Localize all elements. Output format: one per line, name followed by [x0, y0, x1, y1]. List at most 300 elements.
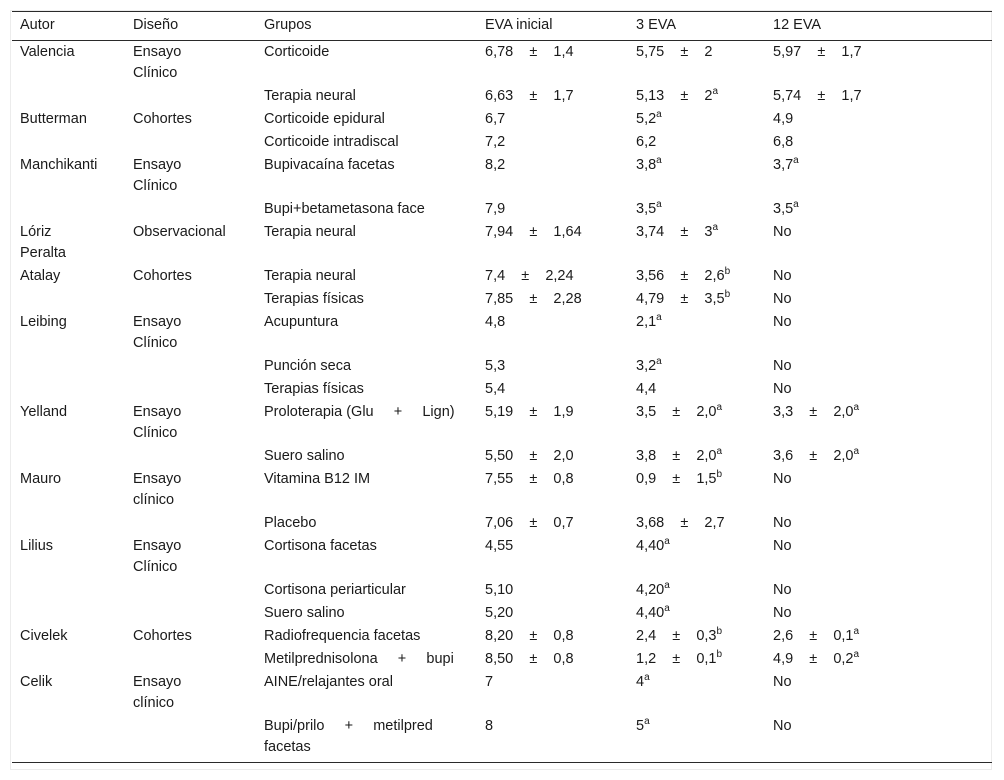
cell-grupos	[256, 288, 477, 311]
cell-12-eva-value: 2,6 ± 0,1	[773, 628, 854, 644]
eva-results-table	[12, 11, 992, 763]
cell-3-eva-footnote-mark: a	[664, 536, 670, 548]
cell-autor	[12, 625, 125, 648]
cell-12-eva-value: 5,74 ± 1,7	[773, 88, 862, 104]
cell-12-eva-value: No	[773, 358, 792, 374]
cell-diseno	[125, 468, 256, 512]
cell-eva-inicial	[477, 131, 628, 154]
table-row	[12, 671, 992, 715]
cell-12-eva	[765, 468, 992, 512]
table-row	[12, 41, 992, 86]
cell-3-eva-value: 4,20	[636, 582, 665, 598]
cell-3-eva-footnote-mark: a	[716, 402, 723, 414]
cell-3-eva	[628, 445, 765, 468]
cell-diseno-line: Observacional	[133, 224, 226, 240]
table-row	[12, 625, 992, 648]
cell-eva-inicial	[477, 265, 628, 288]
cell-3-eva	[628, 671, 765, 715]
header-3-eva: 3 EVA	[628, 12, 765, 41]
cell-3-eva	[628, 535, 765, 579]
cell-12-eva	[765, 85, 992, 108]
cell-grupos-line: Terapias físicas	[264, 381, 364, 397]
cell-12-eva-footnote-mark: a	[853, 446, 860, 458]
cell-12-eva	[765, 715, 992, 763]
cell-3-eva-footnote-mark: a	[656, 199, 662, 211]
cell-3-eva-value: 2,1	[636, 314, 657, 330]
cell-eva-inicial-value: 7,55 ± 0,8	[485, 471, 574, 487]
cell-3-eva-footnote-mark: a	[656, 109, 662, 121]
cell-12-eva-value: No	[773, 224, 792, 240]
cell-3-eva-value: 4	[636, 674, 645, 690]
cell-grupos	[256, 512, 477, 535]
cell-3-eva	[628, 108, 765, 131]
cell-diseno	[125, 648, 256, 671]
cell-12-eva	[765, 535, 992, 579]
cell-eva-inicial	[477, 535, 628, 579]
cell-12-eva	[765, 41, 992, 86]
cell-diseno	[125, 288, 256, 311]
cell-eva-inicial-value: 8	[485, 718, 494, 734]
cell-grupos	[256, 265, 477, 288]
cell-autor	[12, 579, 125, 602]
cell-12-eva-footnote-mark: a	[793, 199, 799, 211]
cell-12-eva-value: No	[773, 674, 792, 690]
cell-eva-inicial	[477, 648, 628, 671]
cell-diseno-line: Clínico	[133, 335, 178, 351]
cell-3-eva	[628, 602, 765, 625]
cell-grupos-line: Corticoide intradiscal	[264, 134, 399, 150]
cell-autor	[12, 671, 125, 715]
cell-3-eva-footnote-mark: a	[712, 222, 719, 234]
cell-eva-inicial-value: 5,4	[485, 381, 506, 397]
cell-eva-inicial-value: 5,3	[485, 358, 506, 374]
cell-3-eva-value: 0,9 ± 1,5	[636, 471, 717, 487]
cell-3-eva	[628, 41, 765, 86]
cell-eva-inicial-value: 4,8	[485, 314, 506, 330]
cell-diseno	[125, 41, 256, 86]
cell-12-eva	[765, 671, 992, 715]
cell-3-eva-value: 4,4	[636, 381, 657, 397]
cell-autor	[12, 288, 125, 311]
cell-autor	[12, 154, 125, 198]
cell-3-eva-value: 1,2 ± 0,1	[636, 651, 717, 667]
cell-grupos	[256, 671, 477, 715]
cell-grupos-line: Terapia neural	[264, 268, 356, 284]
cell-eva-inicial-value: 7	[485, 674, 494, 690]
cell-grupos-line: Vitamina B12 IM	[264, 471, 371, 487]
cell-grupos-line: Suero salino	[264, 448, 345, 464]
cell-3-eva-value: 3,2	[636, 358, 657, 374]
cell-eva-inicial	[477, 602, 628, 625]
table-row	[12, 648, 992, 671]
cell-3-eva-value: 3,56 ± 2,6	[636, 268, 725, 284]
cell-12-eva-value: No	[773, 538, 792, 554]
table-row	[12, 602, 992, 625]
cell-diseno-line: Clínico	[133, 65, 178, 81]
cell-diseno	[125, 221, 256, 265]
cell-3-eva-footnote-mark: a	[664, 603, 670, 615]
cell-eva-inicial	[477, 311, 628, 355]
cell-12-eva-value: 6,8	[773, 134, 794, 150]
cell-3-eva-value: 3,8	[636, 157, 657, 173]
cell-3-eva-value: 5,2	[636, 111, 657, 127]
cell-12-eva-footnote-mark: a	[793, 155, 799, 167]
cell-grupos	[256, 715, 477, 763]
cell-diseno	[125, 355, 256, 378]
cell-autor	[12, 445, 125, 468]
cell-diseno	[125, 108, 256, 131]
cell-grupos	[256, 41, 477, 86]
cell-3-eva	[628, 579, 765, 602]
cell-12-eva-value: 3,3 ± 2,0	[773, 404, 854, 420]
cell-eva-inicial	[477, 378, 628, 401]
cell-autor	[12, 468, 125, 512]
cell-3-eva	[628, 401, 765, 445]
cell-eva-inicial-value: 5,19 ± 1,9	[485, 404, 574, 420]
cell-12-eva-footnote-mark: a	[853, 402, 860, 414]
cell-grupos	[256, 378, 477, 401]
cell-autor	[12, 41, 125, 86]
cell-diseno-line: Clínico	[133, 425, 178, 441]
table-row	[12, 579, 992, 602]
cell-eva-inicial	[477, 198, 628, 221]
cell-diseno	[125, 131, 256, 154]
cell-12-eva	[765, 311, 992, 355]
table-row	[12, 221, 992, 265]
table-body	[12, 41, 992, 763]
table-row	[12, 311, 992, 355]
cell-eva-inicial-value: 6,63 ± 1,7	[485, 88, 574, 104]
table-row	[12, 131, 992, 154]
cell-diseno	[125, 579, 256, 602]
cell-autor	[12, 108, 125, 131]
table-row	[12, 265, 992, 288]
cell-diseno-line: Cohortes	[133, 628, 192, 644]
cell-diseno-line: Ensayo	[133, 44, 182, 60]
cell-12-eva	[765, 445, 992, 468]
cell-3-eva	[628, 221, 765, 265]
cell-3-eva	[628, 715, 765, 763]
cell-grupos-line: Terapia neural	[264, 224, 356, 240]
cell-12-eva-footnote-mark: a	[853, 649, 860, 661]
cell-autor	[12, 221, 125, 265]
cell-3-eva-value: 5,13 ± 2	[636, 88, 713, 104]
cell-diseno-line: Cohortes	[133, 111, 192, 127]
cell-3-eva	[628, 648, 765, 671]
cell-autor	[12, 265, 125, 288]
cell-3-eva	[628, 131, 765, 154]
cell-diseno-line: Cohortes	[133, 268, 192, 284]
cell-grupos	[256, 468, 477, 512]
cell-diseno-line: Ensayo	[133, 314, 182, 330]
cell-3-eva-footnote-mark: a	[656, 356, 662, 368]
cell-autor	[12, 648, 125, 671]
cell-grupos-line: AINE/relajantes oral	[264, 674, 393, 690]
cell-grupos-line: Acupuntura	[264, 314, 339, 330]
header-grupos: Grupos	[256, 12, 477, 41]
cell-eva-inicial-value: 8,50 ± 0,8	[485, 651, 574, 667]
cell-autor	[12, 355, 125, 378]
cell-eva-inicial-value: 7,9	[485, 201, 506, 217]
cell-diseno	[125, 445, 256, 468]
cell-autor-line: Leibing	[20, 314, 67, 330]
cell-grupos-line: facetas	[264, 739, 311, 755]
cell-diseno	[125, 154, 256, 198]
cell-eva-inicial	[477, 154, 628, 198]
cell-12-eva	[765, 221, 992, 265]
cell-12-eva	[765, 355, 992, 378]
cell-eva-inicial-value: 8,2	[485, 157, 506, 173]
cell-eva-inicial-value: 5,20	[485, 605, 514, 621]
cell-3-eva-footnote-mark: a	[656, 312, 662, 324]
cell-3-eva-footnote-mark: a	[644, 716, 650, 728]
cell-autor	[12, 85, 125, 108]
cell-autor	[12, 378, 125, 401]
cell-3-eva-value: 6,2	[636, 134, 657, 150]
cell-3-eva-footnote-mark: b	[724, 266, 731, 278]
cell-autor-line: Peralta	[20, 245, 66, 261]
cell-12-eva-value: 3,7	[773, 157, 794, 173]
cell-3-eva	[628, 154, 765, 198]
cell-diseno	[125, 535, 256, 579]
header-eva-inicial: EVA inicial	[477, 12, 628, 41]
table-row	[12, 108, 992, 131]
cell-3-eva-footnote-mark: a	[656, 155, 662, 167]
cell-grupos	[256, 154, 477, 198]
cell-eva-inicial	[477, 445, 628, 468]
cell-3-eva-value: 3,74 ± 3	[636, 224, 713, 240]
cell-autor-line: Butterman	[20, 111, 87, 127]
cell-eva-inicial-value: 4,55	[485, 538, 514, 554]
cell-grupos	[256, 401, 477, 445]
cell-12-eva-value: No	[773, 515, 792, 531]
cell-12-eva-value: No	[773, 314, 792, 330]
cell-3-eva-footnote-mark: b	[716, 649, 723, 661]
header-row	[12, 12, 992, 41]
cell-autor-line: Valencia	[20, 44, 75, 60]
cell-autor	[12, 198, 125, 221]
cell-3-eva	[628, 512, 765, 535]
cell-diseno-line: Ensayo	[133, 157, 182, 173]
cell-12-eva-value: No	[773, 605, 792, 621]
cell-eva-inicial-value: 5,50 ± 2,0	[485, 448, 574, 464]
cell-eva-inicial	[477, 579, 628, 602]
cell-12-eva-value: 5,97 ± 1,7	[773, 44, 862, 60]
cell-grupos-line: Corticoide epidural	[264, 111, 385, 127]
cell-3-eva	[628, 198, 765, 221]
cell-autor-line: Manchikanti	[20, 157, 98, 173]
cell-eva-inicial	[477, 468, 628, 512]
cell-autor	[12, 401, 125, 445]
cell-autor	[12, 715, 125, 763]
cell-eva-inicial	[477, 671, 628, 715]
cell-grupos-line: Bupi+betametasona face	[264, 201, 425, 217]
cell-grupos-line: Placebo	[264, 515, 317, 531]
cell-grupos	[256, 131, 477, 154]
cell-3-eva-footnote-mark: a	[712, 86, 719, 98]
cell-3-eva	[628, 311, 765, 355]
cell-3-eva	[628, 265, 765, 288]
cell-12-eva	[765, 154, 992, 198]
cell-grupos-line: Punción seca	[264, 358, 352, 374]
cell-12-eva	[765, 579, 992, 602]
cell-eva-inicial	[477, 625, 628, 648]
cell-12-eva	[765, 108, 992, 131]
cell-grupos	[256, 602, 477, 625]
table-row	[12, 715, 992, 763]
table-row	[12, 401, 992, 445]
table-row	[12, 154, 992, 198]
cell-3-eva-value: 3,5	[636, 201, 657, 217]
cell-diseno-line: Ensayo	[133, 674, 182, 690]
cell-autor-line: Celik	[20, 674, 53, 690]
cell-3-eva-value: 3,68 ± 2,7	[636, 515, 725, 531]
cell-grupos	[256, 108, 477, 131]
cell-3-eva-value: 4,40	[636, 538, 665, 554]
cell-grupos-line: Corticoide	[264, 44, 330, 60]
cell-12-eva	[765, 198, 992, 221]
cell-grupos	[256, 579, 477, 602]
cell-12-eva-value: 4,9	[773, 111, 794, 127]
cell-3-eva-value: 5,75 ± 2	[636, 44, 713, 60]
cell-3-eva	[628, 85, 765, 108]
cell-autor	[12, 535, 125, 579]
table-row	[12, 355, 992, 378]
cell-grupos	[256, 221, 477, 265]
cell-diseno	[125, 602, 256, 625]
cell-autor	[12, 131, 125, 154]
cell-eva-inicial-value: 8,20 ± 0,8	[485, 628, 574, 644]
cell-3-eva-footnote-mark: a	[644, 672, 650, 684]
cell-autor-line: Lilius	[20, 538, 54, 554]
header-autor: Autor	[12, 12, 125, 41]
cell-autor	[12, 311, 125, 355]
cell-grupos	[256, 625, 477, 648]
cell-12-eva	[765, 512, 992, 535]
cell-3-eva-footnote-mark: a	[664, 580, 670, 592]
cell-eva-inicial-value: 6,7	[485, 111, 506, 127]
cell-diseno	[125, 671, 256, 715]
cell-3-eva-value: 5	[636, 718, 645, 734]
cell-3-eva	[628, 288, 765, 311]
cell-grupos	[256, 355, 477, 378]
cell-12-eva-value: 4,9 ± 0,2	[773, 651, 854, 667]
cell-12-eva-value: No	[773, 718, 792, 734]
cell-12-eva-value: No	[773, 582, 792, 598]
cell-12-eva	[765, 265, 992, 288]
cell-12-eva	[765, 378, 992, 401]
cell-diseno	[125, 198, 256, 221]
cell-3-eva-value: 4,40	[636, 605, 665, 621]
cell-autor	[12, 512, 125, 535]
cell-12-eva	[765, 401, 992, 445]
cell-grupos	[256, 648, 477, 671]
cell-3-eva-value: 4,79 ± 3,5	[636, 291, 725, 307]
cell-3-eva-value: 2,4 ± 0,3	[636, 628, 717, 644]
cell-eva-inicial	[477, 41, 628, 86]
cell-grupos-line: Bupi/prilo + metilpred	[264, 718, 433, 734]
cell-12-eva-value: No	[773, 381, 792, 397]
cell-grupos	[256, 311, 477, 355]
table-row	[12, 288, 992, 311]
cell-grupos-line: Terapia neural	[264, 88, 356, 104]
table-row	[12, 535, 992, 579]
cell-grupos-line: Cortisona facetas	[264, 538, 377, 554]
table-row	[12, 468, 992, 512]
cell-diseno-line: Ensayo	[133, 471, 182, 487]
cell-diseno	[125, 265, 256, 288]
cell-grupos	[256, 535, 477, 579]
cell-grupos-line: Metilprednisolona + bupi	[264, 651, 454, 667]
cell-autor	[12, 602, 125, 625]
cell-eva-inicial	[477, 715, 628, 763]
cell-3-eva-value: 3,8 ± 2,0	[636, 448, 717, 464]
cell-12-eva-footnote-mark: a	[853, 626, 860, 638]
cell-grupos	[256, 198, 477, 221]
cell-eva-inicial	[477, 288, 628, 311]
cell-eva-inicial-value: 5,10	[485, 582, 514, 598]
cell-grupos	[256, 85, 477, 108]
cell-diseno-line: clínico	[133, 492, 175, 508]
cell-eva-inicial	[477, 221, 628, 265]
cell-diseno-line: Clínico	[133, 559, 178, 575]
cell-grupos-line: Suero salino	[264, 605, 345, 621]
cell-eva-inicial-value: 7,2	[485, 134, 506, 150]
cell-3-eva	[628, 625, 765, 648]
cell-diseno	[125, 625, 256, 648]
cell-diseno-line: Clínico	[133, 178, 178, 194]
cell-autor-line: Yelland	[20, 404, 68, 420]
cell-12-eva	[765, 131, 992, 154]
cell-3-eva-footnote-mark: b	[716, 469, 723, 481]
cell-grupos-line: Radiofrequencia facetas	[264, 628, 421, 644]
cell-eva-inicial	[477, 108, 628, 131]
cell-3-eva-footnote-mark: a	[716, 446, 723, 458]
cell-3-eva-footnote-mark: b	[716, 626, 723, 638]
cell-12-eva-value: No	[773, 268, 792, 284]
table-row	[12, 198, 992, 221]
cell-diseno	[125, 85, 256, 108]
cell-eva-inicial-value: 6,78 ± 1,4	[485, 44, 574, 60]
cell-grupos-line: Proloterapia (Glu + Lign)	[264, 404, 455, 420]
cell-12-eva	[765, 648, 992, 671]
cell-3-eva-value: 3,5 ± 2,0	[636, 404, 717, 420]
cell-12-eva	[765, 602, 992, 625]
cell-diseno-line: Ensayo	[133, 404, 182, 420]
cell-autor-line: Mauro	[20, 471, 62, 487]
cell-eva-inicial	[477, 512, 628, 535]
cell-grupos	[256, 445, 477, 468]
cell-eva-inicial	[477, 85, 628, 108]
cell-3-eva	[628, 378, 765, 401]
table-row	[12, 445, 992, 468]
header-12-eva: 12 EVA	[765, 12, 992, 41]
cell-eva-inicial	[477, 355, 628, 378]
cell-grupos-line: Cortisona periarticular	[264, 582, 406, 598]
cell-eva-inicial-value: 7,06 ± 0,7	[485, 515, 574, 531]
cell-eva-inicial-value: 7,4 ± 2,24	[485, 268, 574, 284]
cell-diseno-line: clínico	[133, 695, 175, 711]
cell-diseno	[125, 378, 256, 401]
cell-diseno-line: Ensayo	[133, 538, 182, 554]
cell-12-eva-value: No	[773, 471, 792, 487]
cell-autor-line: Civelek	[20, 628, 68, 644]
cell-autor-line: Atalay	[20, 268, 61, 284]
table-row	[12, 512, 992, 535]
cell-autor-line: Lóriz	[20, 224, 52, 240]
cell-3-eva	[628, 355, 765, 378]
header-diseno: Diseño	[125, 12, 256, 41]
